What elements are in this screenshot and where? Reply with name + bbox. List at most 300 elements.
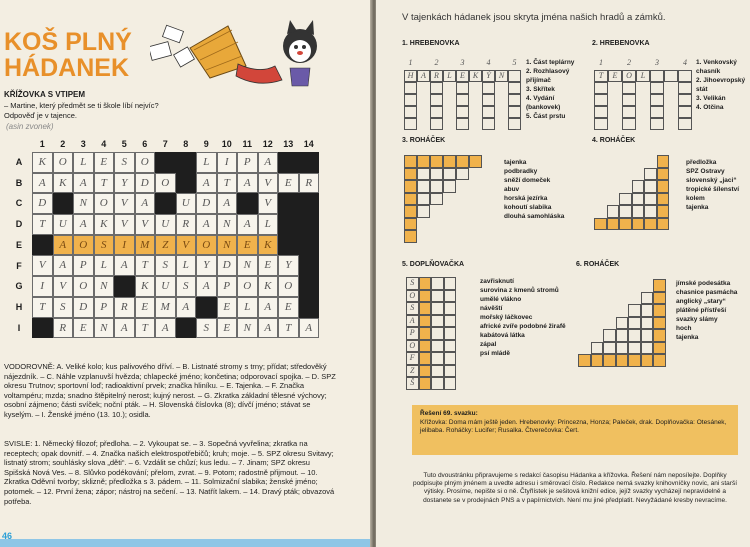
puzzle-cell[interactable] [482, 82, 495, 94]
grid-cell[interactable]: T [32, 297, 53, 318]
puzzle-cell[interactable] [594, 82, 608, 94]
puzzle-cell[interactable]: A [417, 70, 430, 82]
grid-cell[interactable]: A [135, 193, 156, 214]
puzzle-cell[interactable]: Ý [482, 70, 495, 82]
grid-cell[interactable]: A [53, 255, 74, 276]
puzzle-cell[interactable] [404, 155, 417, 168]
grid-cell[interactable]: T [278, 318, 299, 339]
puzzle-cell[interactable] [430, 168, 443, 181]
puzzle-cell[interactable] [431, 365, 444, 378]
grid-cell[interactable]: M [155, 297, 176, 318]
grid-cell[interactable]: N [94, 318, 115, 339]
puzzle-cell[interactable] [444, 377, 457, 390]
puzzle-cell[interactable]: S [406, 302, 419, 315]
puzzle-cell[interactable] [603, 354, 616, 367]
grid-cell[interactable]: A [114, 318, 135, 339]
puzzle-cell[interactable] [616, 317, 629, 330]
puzzle-cell[interactable]: L [636, 70, 650, 82]
puzzle-cell[interactable] [653, 317, 666, 330]
puzzle-cell[interactable] [404, 106, 417, 118]
puzzle-3-grid[interactable] [404, 155, 482, 243]
puzzle-cell[interactable] [456, 106, 469, 118]
grid-cell[interactable]: L [73, 152, 94, 173]
puzzle-cell [664, 58, 678, 70]
puzzle-cell[interactable] [456, 168, 469, 181]
puzzle-cell[interactable] [591, 342, 604, 355]
puzzle-cell[interactable] [404, 205, 417, 218]
puzzle-cell[interactable] [430, 94, 443, 106]
grid-cell[interactable]: P [217, 276, 238, 297]
grid-cell[interactable]: V [135, 214, 156, 235]
grid-cell[interactable]: O [73, 235, 94, 256]
puzzle-cell[interactable] [508, 94, 521, 106]
puzzle-cell[interactable] [419, 302, 432, 315]
puzzle-cell[interactable] [444, 327, 457, 340]
grid-cell[interactable]: O [155, 173, 176, 194]
grid-cell[interactable]: I [217, 152, 238, 173]
grid-cell[interactable]: K [32, 152, 53, 173]
puzzle-cell[interactable] [664, 70, 678, 82]
grid-cell[interactable]: N [73, 193, 94, 214]
puzzle-cell[interactable] [419, 365, 432, 378]
clue-item: 5. Část prstu [526, 113, 566, 120]
grid-cell[interactable]: L [196, 152, 217, 173]
puzzle-cell[interactable] [419, 315, 432, 328]
empty-space [469, 118, 482, 130]
grid-cell[interactable]: R [176, 214, 197, 235]
puzzle-cell[interactable] [430, 118, 443, 130]
grid-cell[interactable]: E [217, 297, 238, 318]
grid-cell[interactable]: V [176, 235, 197, 256]
grid-cell[interactable]: T [217, 173, 238, 194]
grid-cell[interactable]: U [155, 214, 176, 235]
puzzle-5-grid[interactable] [406, 277, 456, 390]
puzzle-cell[interactable]: P [406, 327, 419, 340]
puzzle-cell[interactable] [430, 180, 443, 193]
grid-cell[interactable]: E [278, 173, 299, 194]
puzzle-cell[interactable] [678, 106, 692, 118]
grid-cell[interactable]: S [114, 152, 135, 173]
grid-cell[interactable]: D [32, 193, 53, 214]
empty-space [430, 218, 443, 231]
right-page-header: V tajenkách hádanek jsou skryta jména našich hradů a zámků. [402, 12, 666, 23]
puzzle-cell[interactable] [456, 82, 469, 94]
puzzle-cell[interactable] [404, 82, 417, 94]
grid-cell[interactable]: P [94, 297, 115, 318]
puzzle-cell[interactable] [417, 155, 430, 168]
puzzle-cell[interactable] [594, 106, 608, 118]
puzzle-cell[interactable] [404, 118, 417, 130]
grid-cell[interactable]: A [73, 214, 94, 235]
puzzle-cell[interactable] [616, 354, 629, 367]
column-number: 13 [283, 139, 294, 149]
puzzle-cell[interactable]: O [406, 290, 419, 303]
puzzle-cell[interactable] [430, 193, 443, 206]
puzzle-cell[interactable] [443, 155, 456, 168]
puzzle-cell[interactable] [641, 292, 654, 305]
page-edge-stripe [0, 539, 372, 547]
grid-cell[interactable]: O [94, 193, 115, 214]
puzzle-cell[interactable] [650, 106, 664, 118]
column-number: 4 [101, 139, 107, 149]
puzzle-cell[interactable] [657, 193, 670, 206]
grid-cell[interactable]: V [258, 193, 279, 214]
grid-cell[interactable]: I [114, 235, 135, 256]
puzzle-cell[interactable] [417, 180, 430, 193]
grid-cell[interactable]: A [114, 255, 135, 276]
puzzle-cell[interactable] [419, 377, 432, 390]
puzzle-cell[interactable] [508, 70, 521, 82]
puzzle-cell[interactable]: E [456, 70, 469, 82]
grid-cell[interactable]: S [196, 318, 217, 339]
puzzle-cell[interactable]: S [406, 277, 419, 290]
grid-cell[interactable]: M [135, 235, 156, 256]
grid-cell[interactable]: A [237, 173, 258, 194]
puzzle-cell[interactable] [591, 354, 604, 367]
empty-space [578, 317, 591, 330]
puzzle-cell[interactable] [628, 317, 641, 330]
grid-cell[interactable]: S [94, 235, 115, 256]
puzzle-6-grid[interactable] [578, 279, 666, 367]
puzzle-cell[interactable] [622, 82, 636, 94]
puzzle-cell[interactable] [444, 290, 457, 303]
grid-cell[interactable]: P [73, 255, 94, 276]
puzzle-cell[interactable] [653, 354, 666, 367]
grid-cell[interactable]: I [32, 276, 53, 297]
puzzle-3-clues [504, 158, 584, 221]
puzzle-cell[interactable]: H [404, 70, 417, 82]
puzzle-cell[interactable] [678, 94, 692, 106]
grid-cell[interactable]: U [155, 276, 176, 297]
puzzle-cell[interactable] [657, 180, 670, 193]
grid-cell[interactable]: A [155, 318, 176, 339]
puzzle-cell[interactable] [632, 218, 645, 231]
puzzle-cell[interactable] [508, 118, 521, 130]
puzzle-cell[interactable] [444, 365, 457, 378]
grid-cell[interactable]: D [135, 173, 156, 194]
empty-space [636, 94, 650, 106]
grid-cell[interactable]: E [258, 255, 279, 276]
puzzle-cell[interactable] [653, 342, 666, 355]
puzzle-cell[interactable] [678, 118, 692, 130]
grid-cell[interactable]: E [73, 318, 94, 339]
grid-cell[interactable]: Y [196, 255, 217, 276]
puzzle-cell[interactable] [653, 292, 666, 305]
puzzle-cell[interactable] [430, 82, 443, 94]
puzzle-cell[interactable] [482, 106, 495, 118]
black-square [196, 297, 217, 318]
grid-cell[interactable]: R [53, 318, 74, 339]
grid-cell[interactable]: O [73, 276, 94, 297]
row-letter: E [15, 239, 22, 250]
puzzle-cell[interactable] [417, 168, 430, 181]
title-line-2: HÁDANEK [4, 54, 129, 82]
puzzle-cell[interactable] [443, 180, 456, 193]
puzzle-cell[interactable] [628, 304, 641, 317]
empty-space [469, 180, 482, 193]
grid-cell[interactable]: D [196, 193, 217, 214]
grid-cell[interactable]: N [217, 235, 238, 256]
black-square [176, 173, 197, 194]
grid-cell[interactable]: O [196, 235, 217, 256]
puzzle-cell[interactable] [404, 180, 417, 193]
puzzle-cell[interactable] [578, 354, 591, 367]
grid-cell[interactable]: R [299, 173, 320, 194]
grid-cell[interactable]: A [196, 276, 217, 297]
grid-cell[interactable]: T [32, 214, 53, 235]
grid-cell[interactable]: D [217, 255, 238, 276]
puzzle-cell[interactable] [632, 180, 645, 193]
grid-cell[interactable]: A [73, 173, 94, 194]
grid-cell[interactable]: N [217, 214, 238, 235]
grid-cell[interactable]: A [196, 214, 217, 235]
grid-cell[interactable]: A [258, 152, 279, 173]
grid-cell[interactable]: R [114, 297, 135, 318]
grid-cell[interactable]: L [258, 214, 279, 235]
grid-cell[interactable]: P [237, 152, 258, 173]
grid-cell[interactable]: S [176, 276, 197, 297]
puzzle-cell[interactable]: N [495, 70, 508, 82]
puzzle-cell[interactable] [628, 354, 641, 367]
puzzle-cell[interactable] [650, 70, 664, 82]
grid-cell[interactable]: K [94, 214, 115, 235]
puzzle-cell[interactable] [641, 329, 654, 342]
grid-cell[interactable]: E [135, 297, 156, 318]
puzzle-cell[interactable] [431, 340, 444, 353]
puzzle-cell[interactable] [641, 304, 654, 317]
puzzle-cell[interactable] [644, 168, 657, 181]
grid-cell[interactable]: K [258, 276, 279, 297]
grid-cell[interactable]: A [53, 235, 74, 256]
grid-cell[interactable]: N [94, 276, 115, 297]
puzzle-cell[interactable] [444, 302, 457, 315]
puzzle-cell[interactable]: E [608, 70, 622, 82]
puzzle-cell[interactable]: O [406, 340, 419, 353]
empty-space [594, 168, 607, 181]
puzzle-cell[interactable] [431, 315, 444, 328]
puzzle-cell[interactable] [603, 342, 616, 355]
puzzle-cell[interactable] [430, 106, 443, 118]
puzzle-cell[interactable] [431, 290, 444, 303]
puzzle-cell[interactable] [653, 279, 666, 292]
puzzle-cell[interactable] [444, 340, 457, 353]
grid-cell[interactable]: E [94, 152, 115, 173]
puzzle-cell[interactable] [508, 106, 521, 118]
puzzle-cell[interactable] [417, 205, 430, 218]
puzzle-cell[interactable] [650, 82, 664, 94]
puzzle-cell[interactable] [456, 118, 469, 130]
puzzle-cell[interactable] [404, 94, 417, 106]
grid-cell[interactable]: U [176, 193, 197, 214]
puzzle-cell[interactable] [594, 118, 608, 130]
puzzle-cell[interactable] [622, 106, 636, 118]
puzzle-cell[interactable]: L [443, 70, 456, 82]
puzzle-cell[interactable] [419, 340, 432, 353]
puzzle-cell[interactable] [644, 193, 657, 206]
puzzle-cell[interactable] [619, 205, 632, 218]
grid-cell[interactable]: E [237, 235, 258, 256]
empty-space [469, 205, 482, 218]
empty-space [664, 94, 678, 106]
grid-cell[interactable]: A [32, 173, 53, 194]
puzzle-cell[interactable] [444, 277, 457, 290]
puzzle-cell[interactable] [603, 329, 616, 342]
grid-cell[interactable]: S [53, 297, 74, 318]
grid-cell[interactable]: L [176, 255, 197, 276]
grid-cell[interactable]: T [94, 173, 115, 194]
puzzle-cell[interactable] [431, 277, 444, 290]
puzzle-cell[interactable] [628, 342, 641, 355]
crossword-subtitle: KŘÍŽOVKA S VTIPEM [4, 90, 86, 99]
clue-item: umělé vlákno [480, 296, 522, 303]
puzzle-cell[interactable] [404, 218, 417, 231]
puzzle-cell[interactable] [404, 168, 417, 181]
puzzle-cell[interactable] [508, 82, 521, 94]
puzzle-cell[interactable] [619, 218, 632, 231]
puzzle-cell[interactable] [482, 94, 495, 106]
puzzle-cell[interactable] [419, 327, 432, 340]
grid-cell[interactable]: N [237, 255, 258, 276]
puzzle-cell[interactable] [419, 290, 432, 303]
puzzle-cell[interactable] [632, 193, 645, 206]
grid-cell[interactable]: T [135, 255, 156, 276]
empty-space [607, 180, 620, 193]
grid-cell[interactable]: D [73, 297, 94, 318]
puzzle-cell[interactable] [657, 168, 670, 181]
puzzle-cell[interactable] [607, 218, 620, 231]
empty-space [603, 292, 616, 305]
crossword-grid[interactable] [32, 152, 319, 338]
puzzle-cell[interactable] [619, 193, 632, 206]
puzzle-cell[interactable] [678, 70, 692, 82]
grid-cell[interactable]: E [278, 297, 299, 318]
puzzle-cell[interactable] [404, 230, 417, 243]
empty-space [417, 218, 430, 231]
puzzle-cell[interactable] [444, 352, 457, 365]
grid-cell[interactable]: E [217, 318, 238, 339]
grid-cell[interactable]: S [155, 255, 176, 276]
grid-cell[interactable]: N [237, 318, 258, 339]
puzzle-cell[interactable] [650, 94, 664, 106]
grid-cell[interactable]: K [135, 276, 156, 297]
puzzle-cell[interactable] [430, 155, 443, 168]
puzzle-cell[interactable]: F [406, 352, 419, 365]
grid-cell[interactable]: L [237, 297, 258, 318]
grid-cell[interactable]: A [237, 214, 258, 235]
grid-cell[interactable]: V [114, 214, 135, 235]
grid-cell[interactable]: O [237, 276, 258, 297]
puzzle-cell[interactable] [632, 205, 645, 218]
puzzle-cell[interactable] [431, 352, 444, 365]
puzzle-cell[interactable] [443, 168, 456, 181]
grid-cell[interactable]: O [278, 276, 299, 297]
puzzle-cell[interactable] [431, 327, 444, 340]
puzzle-cell[interactable] [644, 180, 657, 193]
puzzle-cell[interactable] [657, 218, 670, 231]
puzzle-cell[interactable] [419, 352, 432, 365]
puzzle-cell[interactable] [650, 118, 664, 130]
puzzle-cell[interactable] [622, 118, 636, 130]
puzzle-cell[interactable] [641, 342, 654, 355]
grid-cell[interactable]: K [258, 235, 279, 256]
grid-cell[interactable]: O [135, 152, 156, 173]
grid-cell[interactable]: A [196, 173, 217, 194]
grid-cell[interactable]: A [176, 297, 197, 318]
puzzle-cell[interactable]: T [594, 70, 608, 82]
grid-cell[interactable]: U [53, 214, 74, 235]
grid-cell[interactable]: V [53, 276, 74, 297]
column-number: 6 [142, 139, 148, 149]
puzzle-cell[interactable] [657, 155, 670, 168]
puzzle-cell[interactable] [404, 193, 417, 206]
empty-space [443, 205, 456, 218]
puzzle-cell[interactable] [594, 218, 607, 231]
grid-cell[interactable]: Y [278, 255, 299, 276]
puzzle-cell[interactable] [644, 218, 657, 231]
puzzle-cell[interactable] [657, 205, 670, 218]
puzzle-cell[interactable] [417, 193, 430, 206]
grid-cell[interactable]: V [258, 173, 279, 194]
puzzle-cell[interactable] [607, 205, 620, 218]
puzzle-cell[interactable]: K [469, 70, 482, 82]
puzzle-cell[interactable] [616, 329, 629, 342]
puzzle-cell[interactable] [431, 302, 444, 315]
grid-cell[interactable]: K [53, 173, 74, 194]
puzzle-cell[interactable] [456, 94, 469, 106]
grid-cell[interactable]: L [94, 255, 115, 276]
puzzle-cell[interactable] [616, 342, 629, 355]
puzzle-cell[interactable] [641, 317, 654, 330]
empty-space [664, 82, 678, 94]
grid-cell[interactable]: V [32, 255, 53, 276]
puzzle-cell[interactable] [482, 118, 495, 130]
puzzle-cell[interactable]: Š [406, 377, 419, 390]
puzzle-cell[interactable] [678, 82, 692, 94]
puzzle-cell[interactable] [653, 304, 666, 317]
grid-cell[interactable]: T [135, 318, 156, 339]
puzzle-cell[interactable] [653, 329, 666, 342]
empty-space [469, 168, 482, 181]
puzzle-cell[interactable]: Z [406, 365, 419, 378]
puzzle-cell[interactable] [456, 155, 469, 168]
puzzle-2-grid[interactable] [594, 58, 692, 130]
puzzle-1-grid[interactable] [404, 58, 521, 130]
grid-cell[interactable]: A [217, 193, 238, 214]
puzzle-cell[interactable] [628, 329, 641, 342]
puzzle-cell[interactable]: A [406, 315, 419, 328]
puzzle-cell[interactable] [431, 377, 444, 390]
puzzle-cell[interactable] [419, 277, 432, 290]
grid-cell[interactable]: V [114, 193, 135, 214]
puzzle-cell[interactable]: O [622, 70, 636, 82]
grid-cell[interactable]: A [258, 297, 279, 318]
grid-cell[interactable]: A [258, 318, 279, 339]
puzzle-cell[interactable] [622, 94, 636, 106]
puzzle-cell[interactable] [644, 205, 657, 218]
empty-space [608, 82, 622, 94]
puzzle-cell[interactable]: R [430, 70, 443, 82]
puzzle-cell[interactable] [469, 155, 482, 168]
puzzle-cell[interactable] [444, 315, 457, 328]
grid-cell[interactable]: A [299, 318, 320, 339]
grid-cell[interactable]: O [53, 152, 74, 173]
puzzle-cell[interactable] [594, 94, 608, 106]
puzzle-4-grid[interactable] [594, 155, 669, 230]
grid-cell[interactable]: Z [155, 235, 176, 256]
clue-item: horská jezírka [504, 195, 548, 202]
puzzle-cell[interactable] [641, 354, 654, 367]
grid-cell[interactable]: Y [114, 173, 135, 194]
